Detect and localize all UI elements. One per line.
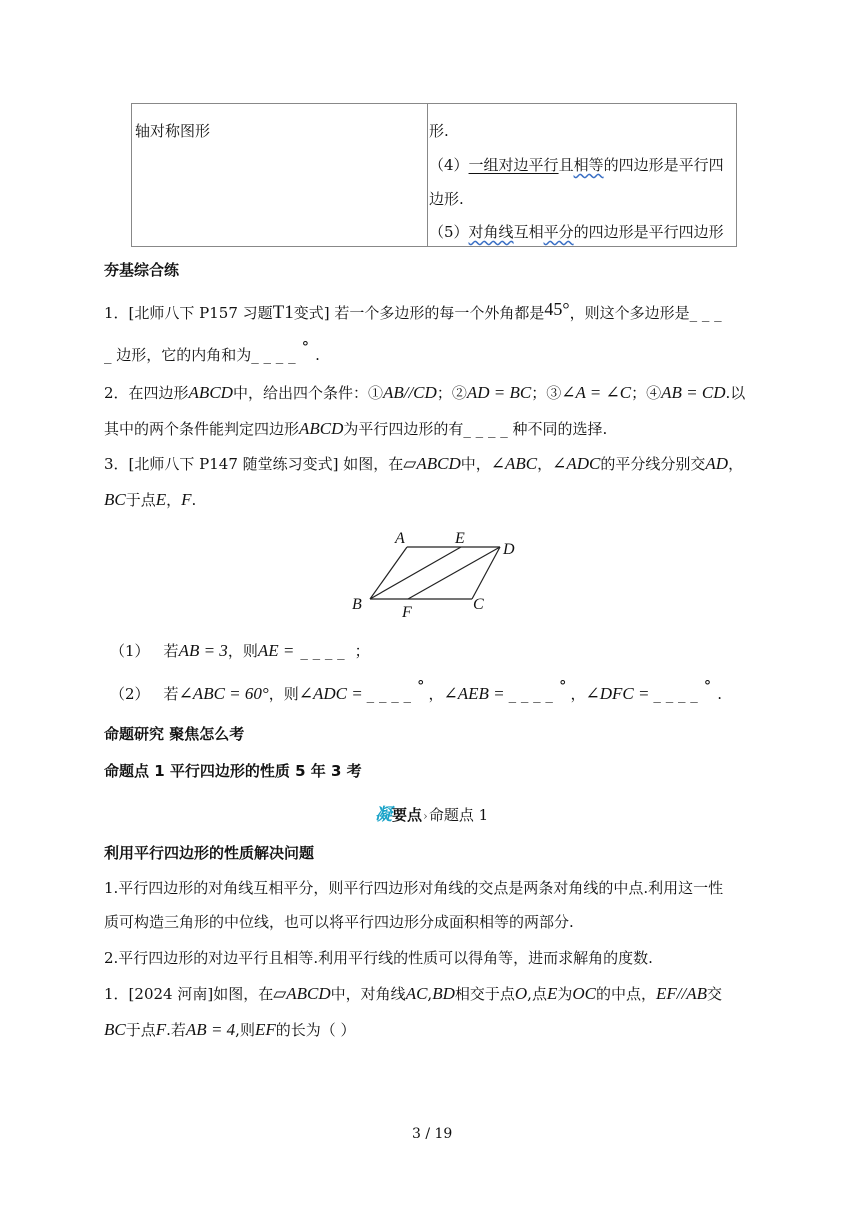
q3-angle-abc: ∠ABC bbox=[490, 454, 538, 473]
question-3-sub1 bbox=[110, 640, 370, 661]
question-3-line1 bbox=[104, 453, 743, 474]
ex1-mid: 中，对角线 bbox=[330, 985, 406, 1003]
ex1-oc: OC bbox=[572, 984, 596, 1003]
ex1-condition: AB = 4 bbox=[185, 1020, 236, 1039]
sub2-text: 若 bbox=[163, 685, 179, 703]
q2-cond-3: ∠A = ∠C bbox=[561, 383, 632, 402]
property-table bbox=[131, 103, 737, 247]
q3-bc: BC bbox=[104, 490, 126, 509]
sub1-number: （1） bbox=[110, 642, 150, 660]
ex1-o: O bbox=[514, 984, 528, 1003]
sub2-condition: ∠ABC = 60° bbox=[178, 684, 269, 703]
q2-circle-2: ；② bbox=[436, 384, 467, 402]
q3-parallelogram: ▱ABCD bbox=[403, 454, 461, 473]
q1-end: . bbox=[315, 346, 320, 364]
ex1-m3: ,点 bbox=[527, 985, 547, 1003]
sub1-text: 若 bbox=[163, 642, 179, 660]
q2-line2-abcd: ABCD bbox=[299, 419, 344, 438]
ex1-m4: 为 bbox=[557, 985, 573, 1003]
q2-prefix: 2．在四边形 bbox=[104, 384, 189, 402]
page-number: 3 / 19 bbox=[412, 1126, 453, 1142]
label-f: F bbox=[402, 604, 412, 621]
label-a: A bbox=[395, 530, 405, 547]
q2-line2-a: 其中的两个条件能判定四边形 bbox=[104, 420, 300, 438]
ex1-m2: 相交于点 bbox=[454, 985, 515, 1003]
plain-text: 互相 bbox=[513, 223, 544, 241]
q3-line2-sep: ， bbox=[166, 491, 182, 509]
q3-ad: AD bbox=[705, 454, 729, 473]
table-right-line3: 边形. bbox=[429, 190, 464, 208]
table-left-cell bbox=[132, 104, 428, 247]
q2-cond-2: AD = BC bbox=[466, 383, 532, 402]
label-e: E bbox=[455, 530, 465, 547]
question-3-line2 bbox=[104, 489, 196, 510]
table-left-text: 轴对称图形 bbox=[135, 122, 211, 140]
plain-text: 且 bbox=[558, 156, 574, 174]
plain-text: 的四边形是平行四边形 bbox=[573, 223, 724, 241]
sub2-number: （2） bbox=[110, 685, 150, 703]
ex1-line2-a: 于点 bbox=[125, 1021, 156, 1039]
q2-cond-1: AB//CD bbox=[382, 383, 437, 402]
q2-circle-3: ；③ bbox=[531, 384, 562, 402]
q2-abcd: ABCD bbox=[188, 383, 233, 402]
question-1-line2 bbox=[104, 338, 320, 365]
q2-tail: .以 bbox=[725, 384, 746, 402]
parallelogram-figure bbox=[340, 525, 530, 625]
sub1-mid: ，则 bbox=[227, 642, 258, 660]
sub2-dfc: ∠DFC = bbox=[585, 684, 650, 703]
table-right-line2 bbox=[429, 154, 724, 175]
q3-line2-end: . bbox=[191, 491, 197, 509]
q2-cond-4: AB = CD bbox=[661, 383, 726, 402]
q1-suffix: 变式] 若一个多边形的每一个外角都是 bbox=[293, 304, 545, 322]
chevron-right-icon: › bbox=[423, 809, 428, 823]
sub2-mid: ，则 bbox=[268, 685, 299, 703]
q3-prefix: 3．[北师八下 P147 随堂练习变式] 如图，在 bbox=[104, 455, 404, 473]
item-number: （5） bbox=[429, 223, 469, 241]
side-ba bbox=[370, 547, 407, 599]
table-right-line1: 形. bbox=[429, 122, 449, 140]
q3-f: F bbox=[181, 490, 192, 509]
sub1-blank: _ _ _ _ bbox=[300, 642, 345, 660]
ex1-prefix: 1．[2024 河南]如图，在 bbox=[104, 985, 274, 1003]
question-2-line1 bbox=[104, 382, 745, 403]
sub1-end: ； bbox=[354, 642, 370, 660]
example-1-line1 bbox=[104, 983, 722, 1004]
sub2-sep-1: ， bbox=[428, 685, 444, 703]
table-right-cell bbox=[428, 104, 737, 247]
ex1-line2-d: 的长为（ ） bbox=[275, 1021, 356, 1039]
q1-degree: ° bbox=[301, 338, 310, 356]
q2-line2-b: 为平行四边形的有_ _ _ _ 种不同的选择. bbox=[343, 420, 608, 438]
q3-sep: ， bbox=[537, 455, 553, 473]
ex1-ef: EF bbox=[254, 1020, 276, 1039]
ex1-bc: BC bbox=[104, 1020, 126, 1039]
q3-comma: ， bbox=[728, 455, 744, 473]
sub2-blank-1: _ _ _ _ bbox=[366, 685, 411, 703]
q3-tail: 的平分线分别交 bbox=[600, 455, 706, 473]
question-1-line1 bbox=[104, 299, 722, 324]
ex1-tail: 交 bbox=[706, 985, 722, 1003]
section-title-practice: 夯基综合练 bbox=[104, 261, 180, 279]
q3-line2-mid: 于点 bbox=[125, 491, 156, 509]
example-1-line2 bbox=[104, 1019, 356, 1040]
q1-line2: _ 边形，它的内角和为_ _ _ _ bbox=[104, 346, 296, 364]
q2-mid: 中，给出四个条件： bbox=[232, 384, 368, 402]
ex1-ef-parallel: EF//AB bbox=[656, 984, 707, 1003]
ex1-ac: AC bbox=[405, 984, 428, 1003]
method-1-line1: 1.平行四边形的对角线互相平分，则平行四边形对角线的交点是两条对角线的中点.利用这一性 bbox=[104, 879, 724, 897]
table-right-line4 bbox=[429, 221, 724, 242]
ex1-line2-c: ,则 bbox=[235, 1021, 255, 1039]
method-1-line2: 质可构造三角形的中位线，也可以将平行四边形分成面积相等的两部分. bbox=[104, 913, 574, 931]
question-2-line2 bbox=[104, 418, 607, 439]
sub2-adc: ∠ADC = bbox=[298, 684, 363, 703]
segment-be bbox=[370, 547, 461, 599]
keypoint-badge-icon: 凝 bbox=[375, 805, 392, 825]
q2-circle-1: ① bbox=[367, 384, 383, 402]
wavy-text: 相等 bbox=[573, 156, 604, 174]
q3-mid: 中， bbox=[460, 455, 491, 473]
keypoint-text: 命题点 1 bbox=[428, 806, 489, 824]
ex1-m5: 的中点， bbox=[595, 985, 656, 1003]
ex1-bd: BD bbox=[432, 984, 455, 1003]
question-3-sub2 bbox=[110, 677, 723, 704]
wavy-text: 对角线 bbox=[468, 223, 514, 241]
sub2-blank-2: _ _ _ _ bbox=[508, 685, 553, 703]
sub2-end: . bbox=[717, 685, 723, 703]
q1-prefix: 1．[北师八下 P157 习题 bbox=[104, 304, 273, 322]
sub2-degree-2: ° bbox=[558, 677, 567, 695]
sub2-sep-2: ， bbox=[570, 685, 586, 703]
q3-e: E bbox=[155, 490, 167, 509]
topic-1-title: 命题点 1 平行四边形的性质 5 年 3 考 bbox=[104, 762, 362, 780]
keypoint-label: 要点 bbox=[392, 806, 423, 824]
label-b: B bbox=[352, 596, 362, 613]
q1-angle: 45° bbox=[544, 299, 570, 319]
q1-t1: T1 bbox=[272, 302, 294, 323]
label-d: D bbox=[503, 541, 515, 558]
q2-circle-4: ；④ bbox=[631, 384, 662, 402]
sub2-aeb: ∠AEB = bbox=[443, 684, 505, 703]
ex1-f: F bbox=[155, 1020, 167, 1039]
q1-tail: ，则这个多边形是_ _ _ bbox=[569, 304, 722, 322]
method-2: 2.平行四边形的对边平行且相等.利用平行线的性质可以得角等，进而求解角的度数. bbox=[104, 949, 653, 967]
sub1-ask: AE = bbox=[257, 641, 295, 660]
plain-text: 的四边形是平行四 bbox=[603, 156, 724, 174]
ex1-e: E bbox=[546, 984, 558, 1003]
ex1-comma: , bbox=[427, 985, 433, 1003]
sub1-condition: AB = 3 bbox=[178, 641, 228, 660]
sub2-degree-3: ° bbox=[703, 677, 712, 695]
label-c: C bbox=[473, 596, 484, 613]
keypoint-header bbox=[375, 800, 488, 825]
item-number: （4） bbox=[429, 156, 469, 174]
underlined-text: 一组对边平行 bbox=[468, 156, 559, 174]
q3-angle-adc: ∠ADC bbox=[552, 454, 601, 473]
ex1-line2-b: .若 bbox=[166, 1021, 186, 1039]
section-title-research: 命题研究 聚焦怎么考 bbox=[104, 725, 245, 743]
sub2-degree-1: ° bbox=[416, 677, 425, 695]
wavy-text: 平分 bbox=[543, 223, 574, 241]
method-title: 利用平行四边形的性质解决问题 bbox=[104, 844, 315, 862]
sub2-blank-3: _ _ _ _ bbox=[653, 685, 698, 703]
ex1-parallelogram: ▱ABCD bbox=[273, 984, 331, 1003]
